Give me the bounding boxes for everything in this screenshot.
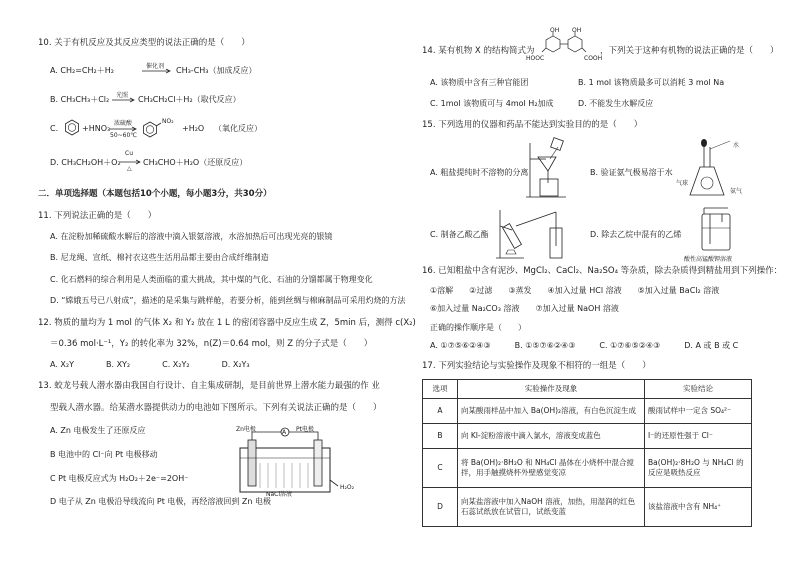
q15-option-d: D. 除去乙烷中混有的乙烯 <box>590 230 682 239</box>
q15-option-a: A. 粗盐提纯时不溶物的分离 <box>430 168 529 177</box>
q11-option-d: D. “嫦娥五号已八射成”，描述的是采集与跳样舱，若要分析，能到丝绸与棉麻制品可采用灼烧的方法 <box>50 296 406 305</box>
table-cell: 该盐溶液中含有 NH₄⁺ <box>645 488 752 527</box>
q10-a-reactants: A. CH₂=CH₂＋H₂ <box>50 66 114 75</box>
q14-stem-2: ，下列关于这种有机物的说法正确的是（ ） <box>600 46 779 56</box>
hooc-label: HOOC <box>526 55 545 62</box>
table-header-row <box>423 380 752 399</box>
q16-line4: 正确的操作顺序是（ ） <box>430 323 526 332</box>
nacl-solution-label: NaCl溶液 <box>266 491 293 498</box>
table-cell: I⁻的还原性强于 Cl⁻ <box>645 424 752 449</box>
table-cell: B <box>423 424 458 449</box>
ammeter-label: A <box>282 429 287 436</box>
q10-b-condition: 光照 <box>116 92 129 99</box>
benzene-ring-icon <box>64 119 80 135</box>
oh-label-2: OH <box>572 27 582 34</box>
q14-option-d: D. 不能发生水解反应 <box>578 99 654 108</box>
q16-options: A. ①⑦⑤⑥②④③ B. ①⑤⑦⑥②④③ C. ①⑦⑥⑤②④③ D. A 或 B 或 C <box>430 341 739 350</box>
q10-c-cond-bottom: 50~60℃ <box>110 132 138 139</box>
table-header: 选项 <box>423 380 458 399</box>
h2o2-label: H₂O₂ <box>340 484 355 491</box>
q15-option-b: B. 验证氨气极易溶于水 <box>590 168 673 177</box>
table-cell: Ba(OH)₂·8H₂O 与 NH₄Cl 的反应是吸热反应 <box>645 449 752 488</box>
ester-prep-apparatus <box>494 206 570 260</box>
q11-option-a: A. 在淀粉加稀硫酸水解后的溶液中滴入银氨溶液，水浴加热后可出现光亮的银镜 <box>50 232 333 241</box>
table-cell: 向某酸雨样品中加入 Ba(OH)₂溶液，有白色沉淀生成 <box>458 399 645 424</box>
arrow-icon <box>142 68 172 74</box>
q10-option-a <box>50 66 114 76</box>
q16-line2: ①溶解 ②过滤 ③蒸发 ④加入过量 HCl 溶液 ⑤加入过量 BaCl₂ 溶液 <box>430 286 720 295</box>
gas-washing-bottle <box>698 208 734 252</box>
ammonia-label: 氨气 <box>730 188 743 195</box>
q10-c-type: （氧化反应） <box>214 124 262 133</box>
q10-d-condition: Cu <box>125 150 133 157</box>
q10-d-heat: △ <box>127 165 132 172</box>
table-cell: D <box>423 488 458 527</box>
table-header: 实验结论 <box>645 380 752 399</box>
q10-c-product: +H₂O <box>182 124 205 133</box>
arrow-icon <box>112 97 136 103</box>
q11-option-c: C. 化石燃料的综合利用是人类面临的重大挑战，其中煤的气化、石油的分馏都属于物理变化 <box>50 275 373 284</box>
zn-electrode-label: Zn电极 <box>236 426 256 433</box>
cooh-label: COOH <box>584 55 603 62</box>
q14-stem: 14. 某有机物 X 的结构简式为 <box>422 46 535 56</box>
table-cell: C <box>423 449 458 488</box>
q10-option-b: B. CH₃CH₃＋Cl₂ <box>50 95 110 104</box>
table-cell: 向 KI-淀粉溶液中滴入氯水，溶液变成蓝色 <box>458 424 645 449</box>
q12-line1: 12. 物质的量均为 1 mol 的气体 X₂ 和 Y₂ 放在 1 L 的密闭容器中反应生成 Z，5min 后，测得 c(X₂) <box>38 318 416 328</box>
q17-stem: 17. 下列实验结论与实验操作及现象不相符的一组是（ ） <box>422 361 651 371</box>
q10-c-no2: NO₂ <box>162 118 174 125</box>
q13-option-b: B 电池中的 Cl⁻向 Pt 电极移动 <box>50 450 158 459</box>
q11-option-b: B. 尼龙绳、宣纸、棉衬衣这些生活用品都主要由合成纤维制造 <box>50 253 269 262</box>
q10-stem: 10. 关于有机反应及其反应类型的说法正确的是（ ） <box>38 38 250 48</box>
table-cell: 向某盐溶液中加入NaOH 溶液，加热，用湿润的红色石蕊试纸放在试管口，试纸变蓝 <box>458 488 645 527</box>
balloon-label: 气球 <box>676 180 689 187</box>
oh-label-1: OH <box>550 27 560 34</box>
q15-stem: 15. 下列选用的仪器和药品不能达到实验目的的是（ ） <box>422 120 643 130</box>
table-row <box>423 399 752 424</box>
q17-table <box>422 379 752 527</box>
nitrobenzene-ring-icon <box>142 121 158 137</box>
q14-option-c: C. 1mol 该物质可与 4mol H₂加成 <box>430 99 554 108</box>
q11-stem: 11. 下列说法正确的是（ ） <box>38 211 157 221</box>
q15-option-c: C. 制备乙酸乙酯 <box>430 230 489 239</box>
q10-c-cond-top: 浓硫酸 <box>114 120 133 127</box>
q10-c-reagent: +HNO₃ <box>82 124 111 133</box>
q13-line2: 型载人潜水器。给某潜水器提供动力的电池如下图所示。下列有关说法正确的是（ ） <box>50 403 382 413</box>
table-row <box>423 488 752 527</box>
table-cell: A <box>423 399 458 424</box>
q10-option-d: D. CH₃CH₂OH＋O₂ <box>50 158 121 167</box>
kmno4-solution-label: 酸性高锰酸钾溶液 <box>684 256 733 263</box>
q12-options: A. X₂Y B. XY₂ C. X₂Y₂ D. X₂Y₃ <box>50 360 250 369</box>
q14-option-b: B. 1 mol 该物质最多可以消耗 3 mol Na <box>578 78 725 87</box>
q13-option-c: C Pt 电极反应式为 H₂O₂＋2e⁻=2OH⁻ <box>50 474 189 483</box>
q16-line1: 16. 已知粗盐中含有泥沙、MgCl₂、CaCl₂、Na₂SO₄ 等杂质，除去杂质得到精盐用到下列操作： <box>422 266 783 276</box>
q13-option-a: A. Zn 电极发生了还原反应 <box>50 426 146 435</box>
q10-c-prefix: C. <box>50 124 59 133</box>
q10-b-product: CH₃CH₂Cl＋H₂（取代反应） <box>138 95 241 104</box>
battery-diagram <box>230 428 340 498</box>
water-label: 水 <box>733 142 740 149</box>
q14-option-a: A. 该物质中含有三种官能团 <box>430 78 529 87</box>
table-header: 实验操作及现象 <box>458 380 645 399</box>
table-row <box>423 424 752 449</box>
q13-option-d: D 电子从 Zn 电极沿导线流向 Pt 电极，再经溶液回到 Zn 电极 <box>50 497 272 506</box>
q10-a-condition: 催化剂 <box>146 63 165 70</box>
q16-line3: ⑥加入过量 Na₂CO₃ 溶液 ⑦加入过量 NaOH 溶液 <box>430 304 619 313</box>
q12-line2: ＝0.36 mol·L⁻¹，Y₂ 的转化率为 32%，n(Z)＝0.64 mol，则 Z 的分子式是（ ） <box>50 339 373 349</box>
section-2-heading: 二．单项选择题（本题包括10个小题，每小题3分，共30分） <box>38 189 272 199</box>
table-row <box>423 449 752 488</box>
q10-d-product: CH₃CHO＋H₂O（还原反应） <box>143 158 248 167</box>
q10-a-product: CH₃-CH₃（加成反应） <box>176 66 257 75</box>
q13-line1: 13. 蛟龙号载人潜水器由我国自行设计、自主集成研制，是目前世界上潜水能力最强的作 业 <box>38 381 380 391</box>
pt-electrode-label: Pt电极 <box>296 426 314 433</box>
table-cell: 酸雨试样中一定含 SO₄²⁻ <box>645 399 752 424</box>
table-cell: 将 Ba(OH)₂·8H₂O 和 NH₄Cl 晶体在小烧杯中混合搅拌，用手触摸烧杯外壁感觉变凉 <box>458 449 645 488</box>
